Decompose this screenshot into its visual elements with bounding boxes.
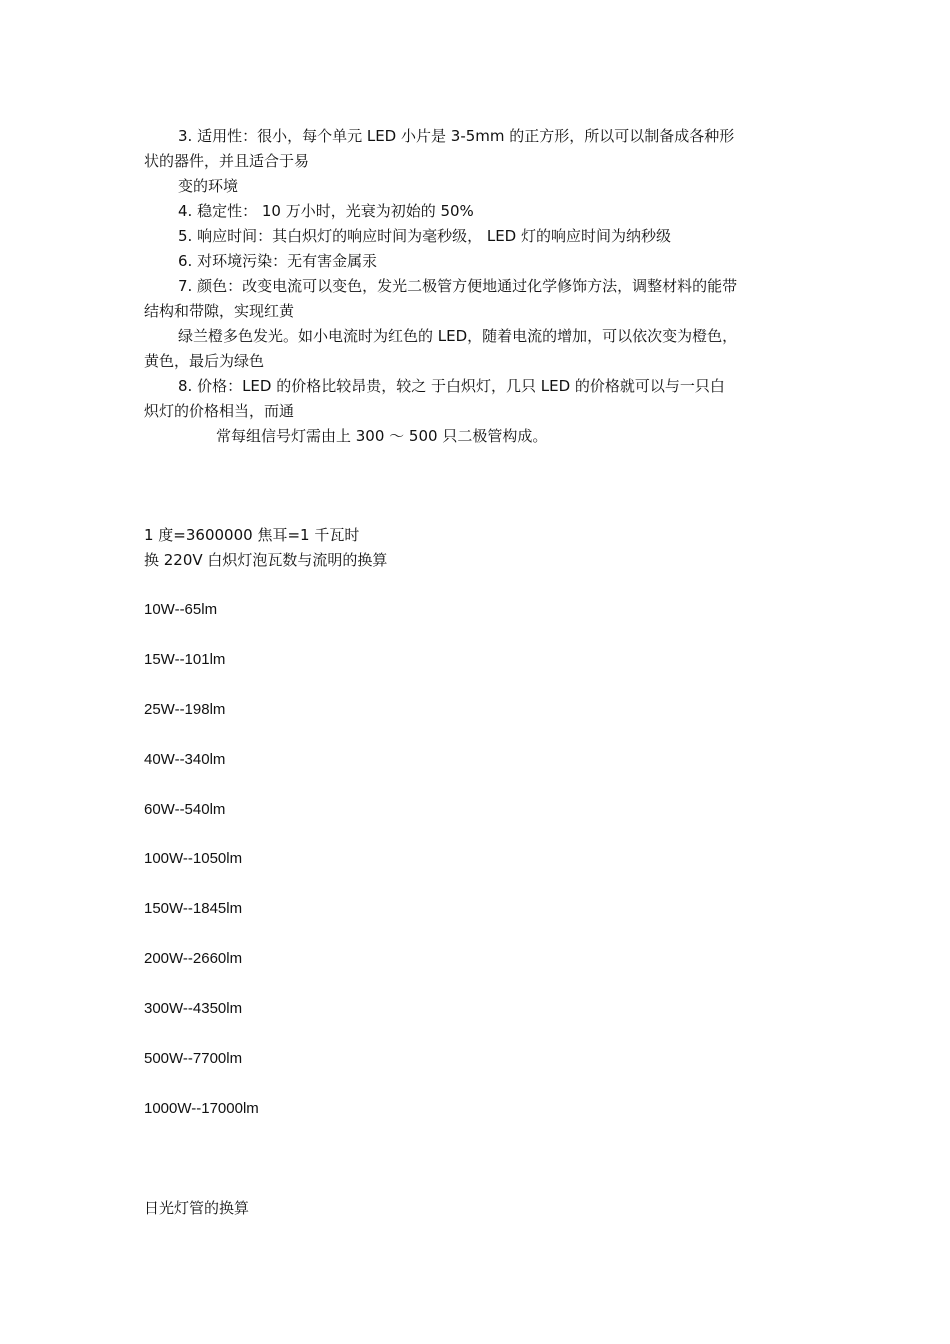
- lumen-list-item: 100W--1050lm: [144, 850, 243, 867]
- lumen-list-item: 25W--198lm: [144, 701, 226, 718]
- lumen-list-item: 500W--7700lm: [144, 1050, 243, 1067]
- energy-unit-line: 1 度=3600000 焦耳=1 千瓦时: [144, 526, 360, 544]
- fluorescent-conversion-heading: 日光灯管的换算: [144, 1199, 250, 1217]
- lumen-list-item: 15W--101lm: [144, 651, 226, 668]
- lumen-list-item: 300W--4350lm: [144, 1000, 243, 1017]
- lumen-conversion-heading: 换 220V 白炽灯泡瓦数与流明的换算: [144, 551, 388, 569]
- paragraph-applicability-line3: 变的环境: [178, 177, 239, 195]
- paragraph-pollution: 6. 对环境污染：无有害金属汞: [178, 252, 378, 270]
- lumen-list-item: 200W--2660lm: [144, 950, 243, 967]
- paragraph-color-line3: 绿兰橙多色发光。如小电流时为红色的 LED，随着电流的增加，可以依次变为橙色，: [178, 327, 738, 345]
- paragraph-stability: 4. 稳定性： 10 万小时，光衰为初始的 50%: [178, 202, 474, 220]
- lumen-list-item: 40W--340lm: [144, 751, 226, 768]
- paragraph-applicability-line2: 状的器件，并且适合于易: [144, 152, 310, 170]
- paragraph-price-line3: 常每组信号灯需由上 300 ～ 500 只二极管构成。: [216, 427, 548, 445]
- lumen-list-item: 60W--540lm: [144, 801, 226, 818]
- paragraph-price-line2: 炽灯的价格相当，而通: [144, 402, 295, 420]
- paragraph-response-time: 5. 响应时间：其白炽灯的响应时间为毫秒级， LED 灯的响应时间为纳秒级: [178, 227, 672, 245]
- paragraph-color-line4: 黄色，最后为绿色: [144, 352, 265, 370]
- lumen-list-item: 10W--65lm: [144, 601, 218, 618]
- lumen-list-item: 1000W--17000lm: [144, 1100, 259, 1117]
- paragraph-applicability-line1: 3. 适用性：很小，每个单元 LED 小片是 3-5mm 的正方形，所以可以制备成各种形: [178, 127, 735, 145]
- paragraph-color-line2: 结构和带隙，实现红黄: [144, 302, 295, 320]
- paragraph-color-line1: 7. 颜色：改变电流可以变色，发光二极管方便地通过化学修饰方法，调整材料的能带: [178, 277, 738, 295]
- lumen-list-item: 150W--1845lm: [144, 900, 243, 917]
- paragraph-price-line1: 8. 价格：LED 的价格比较昂贵，较之 于白炽灯，几只 LED 的价格就可以与一只白: [178, 377, 725, 395]
